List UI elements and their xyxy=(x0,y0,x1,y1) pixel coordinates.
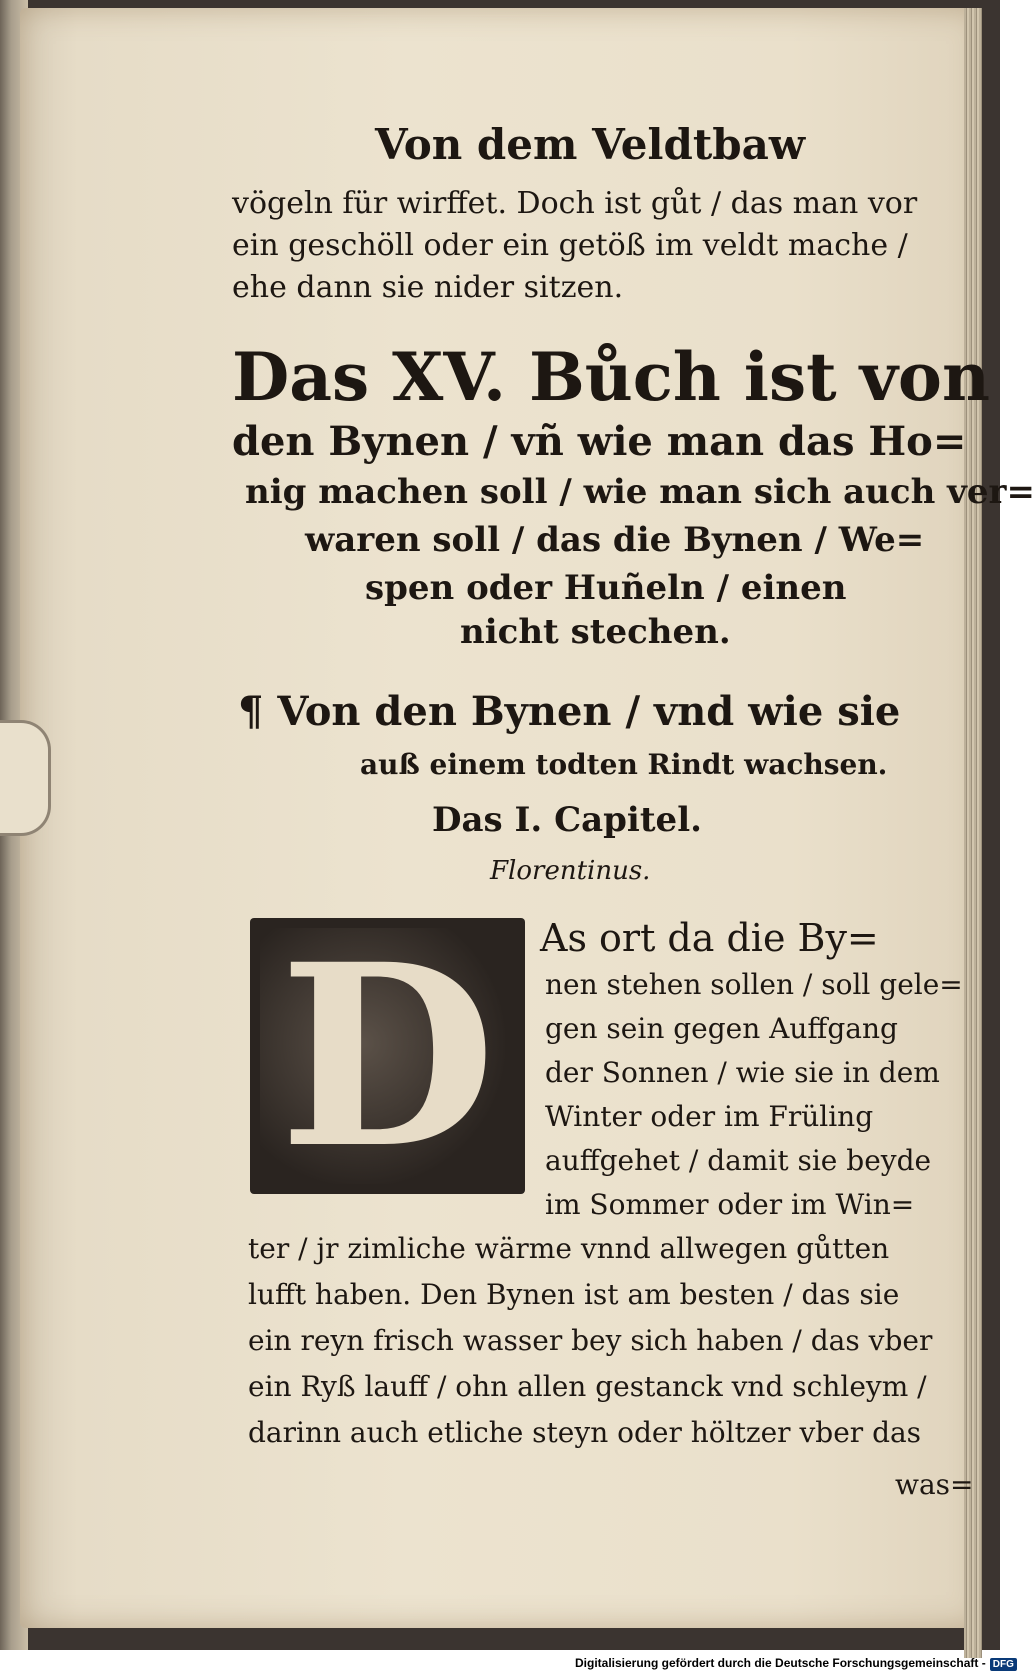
book-title-line-1: Das XV. Bůch ist von xyxy=(232,338,990,416)
body-line-8: ter / jr zimliche wärme vnnd allwegen gůtten xyxy=(248,1232,890,1265)
book-title-line-4: waren soll / das die Bynen / We= xyxy=(305,520,925,560)
body-line-12: darinn auch etliche steyn oder höltzer vber das xyxy=(248,1416,922,1449)
section-heading-line-1: ¶ Von den Bynen / vnd wie sie xyxy=(238,688,901,735)
dfg-logo: DFG xyxy=(990,1658,1017,1671)
author-name: Florentinus. xyxy=(490,856,651,886)
book-title-line-2: den Bynen / vñ wie man das Ho= xyxy=(232,418,967,465)
decorated-initial xyxy=(250,909,525,1203)
body-line-4: der Sonnen / wie sie in dem xyxy=(545,1056,940,1089)
body-line-9: lufft haben. Den Bynen ist am besten / das sie xyxy=(248,1278,900,1311)
body-line-1: As ort da die By= xyxy=(540,916,879,960)
body-line-3: gen sein gegen Auffgang xyxy=(545,1012,898,1045)
body-line-5: Winter oder im Früling xyxy=(545,1100,874,1133)
book-title-line-3: nig machen soll / wie man sich auch ver= xyxy=(245,472,1035,512)
credit-text: Digitalisierung gefördert durch die Deutsche Forschungsgemeinschaft - xyxy=(575,1656,986,1670)
catchword: was= xyxy=(895,1468,974,1501)
section-heading-line-2: auß einem todten Rindt wachsen. xyxy=(360,748,888,781)
body-line-10: ein reyn frisch wasser bey sich haben / das vber xyxy=(248,1324,933,1357)
intro-line-2: ein geschöll oder ein getöß im veldt mache / xyxy=(232,228,908,263)
digitization-credit xyxy=(575,1656,1017,1671)
body-line-11: ein Ryß lauff / ohn allen gestanck vnd schleym / xyxy=(248,1370,927,1403)
intro-line-1: vögeln für wirffet. Doch ist gůt / das man vor xyxy=(232,186,918,221)
intro-line-3: ehe dann sie nider sitzen. xyxy=(232,270,624,305)
body-line-2: nen stehen sollen / soll gele= xyxy=(545,968,963,1001)
page-clip-tab xyxy=(0,720,51,836)
chapter-heading: Das I. Capitel. xyxy=(432,800,702,840)
body-line-7: im Sommer oder im Win= xyxy=(545,1188,915,1221)
body-line-6: auffgehet / damit sie beyde xyxy=(545,1144,932,1177)
page-edge xyxy=(964,8,982,1658)
running-head: Von dem Veldtbaw xyxy=(375,120,805,169)
initial-letter: D xyxy=(279,909,496,1203)
book-title-line-5: spen oder Huñeln / einen xyxy=(365,568,847,608)
book-title-line-6: nicht stechen. xyxy=(460,612,731,652)
